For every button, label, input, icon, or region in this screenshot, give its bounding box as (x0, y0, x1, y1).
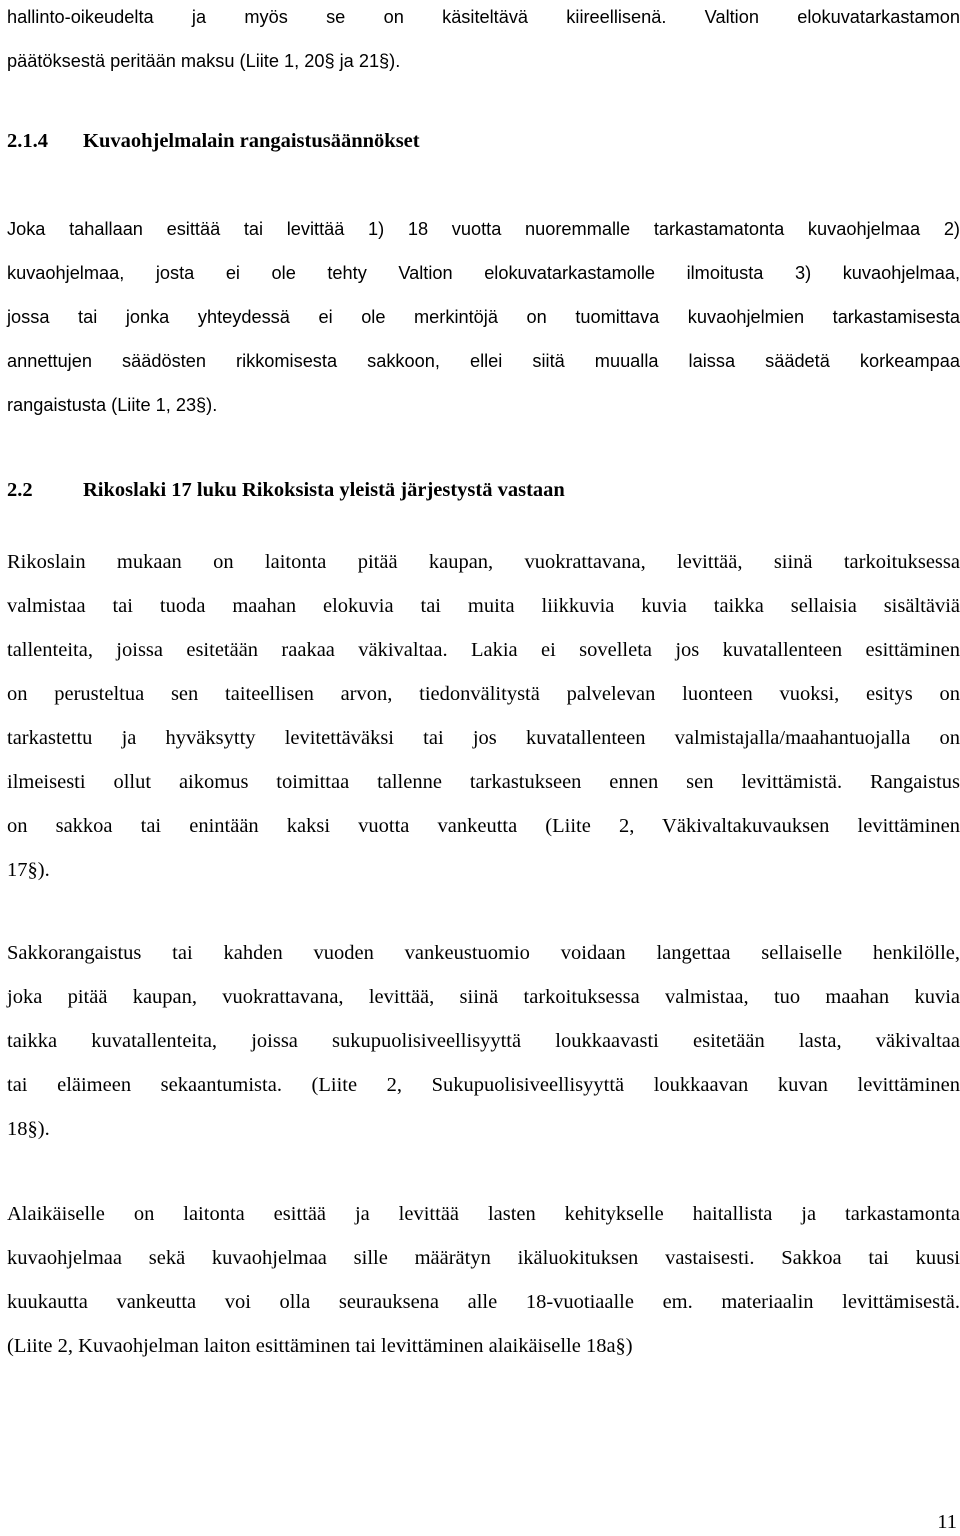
text-line: kuvaohjelmaa sekä kuvaohjelmaa sille määrätyn ikäluokituksen vastaisesti. Sakkoa tai kuusi (7, 1247, 960, 1269)
text-line: tallenteita, joissa esitetään raakaa väkivaltaa. Lakia ei sovelleta jos kuvatallenteen esittäminen (7, 639, 960, 661)
section-2-1-4-paragraph (7, 207, 960, 427)
text-line: (Liite 2, Kuvaohjelman laiton esittäminen tai levittäminen alaikäiselle 18a§) (7, 1335, 633, 1357)
section-title: Rikoslaki 17 luku Rikoksista yleistä järjestystä vastaan (83, 479, 565, 501)
text-line: Sakkorangaistus tai kahden vuoden vankeustuomio voidaan langettaa sellaiselle henkilölle, (7, 942, 960, 964)
text-line: annettujen säädösten rikkomisesta sakkoon, ellei siitä muualla laissa säädetä korkeampaa (7, 351, 960, 371)
text-line: valmistaa tai tuoda maahan elokuvia tai muita liikkuvia kuvia taikka sellaisia sisältäviä (7, 595, 960, 617)
text-line: on perusteltua sen taiteellisen arvon, tiedonvälitystä palvelevan luonteen vuoksi, esitys on (7, 683, 960, 705)
continuation-paragraph (7, 0, 960, 83)
text-line: kuukautta vankeutta voi olla seurauksena alle 18-vuotiaalle em. materiaalin levittämisestä. (7, 1291, 960, 1313)
page-number: 11 (937, 1511, 957, 1533)
section-heading-2-1-4 (7, 119, 420, 163)
text-line: on sakkoa tai enintään kaksi vuotta vankeutta (Liite 2, Väkivaltakuvauksen levittäminen (7, 815, 960, 837)
text-line: 18§). (7, 1118, 50, 1140)
section-title: Kuvaohjelmalain rangaistusäännökset (83, 130, 420, 152)
text-line: jossa tai jonka yhteydessä ei ole merkintöjä on tuomittava kuvaohjelmien tarkastamisesta (7, 307, 960, 327)
text-line: kuvaohjelmaa, josta ei ole tehty Valtion elokuvatarkastamolle ilmoitusta 3) kuvaohjelmaa, (7, 263, 960, 283)
text-line: ilmeisesti ollut aikomus toimittaa tallenne tarkastukseen ennen sen levittämistä. Rangaistus (7, 771, 960, 793)
text-line: tai eläimeen sekaantumista. (Liite 2, Sukupuolisiveellisyyttä loukkaavan kuvan levittäminen (7, 1074, 960, 1096)
section-heading-2-2 (7, 468, 565, 512)
text-line: rangaistusta (Liite 1, 23§). (7, 395, 218, 415)
section-2-2-paragraph-2 (7, 931, 960, 1151)
text-line: Alaikäiselle on laitonta esittää ja levittää lasten kehitykselle haitallista ja tarkastamonta (7, 1203, 960, 1225)
section-number: 2.1.4 (7, 130, 48, 152)
text-line: joka pitää kaupan, vuokrattavana, levittää, siinä tarkoituksessa valmistaa, tuo maahan kuvia (7, 986, 960, 1008)
section-number: 2.2 (7, 479, 33, 501)
text-line: tarkastettu ja hyväksytty levitettäväksi tai jos kuvatallenteen valmistajalla/maahantuojalla on (7, 727, 960, 749)
text-line: taikka kuvatallenteita, joissa sukupuolisiveellisyyttä loukkaavasti esitetään lasta, väkivaltaa (7, 1030, 960, 1052)
section-2-2-paragraph-1 (7, 540, 960, 892)
text-line: Joka tahallaan esittää tai levittää 1) 18 vuotta nuoremmalle tarkastamatonta kuvaohjelmaa 2) (7, 219, 960, 239)
text-line: 17§). (7, 859, 50, 881)
text-line: hallinto-oikeudelta ja myös se on käsiteltävä kiireellisenä. Valtion elokuvatarkastamon (7, 7, 960, 27)
text-line: päätöksestä peritään maksu (Liite 1, 20§ ja 21§). (7, 51, 401, 71)
text-line: Rikoslain mukaan on laitonta pitää kaupan, vuokrattavana, levittää, siinä tarkoituksessa (7, 551, 960, 573)
section-2-2-paragraph-3 (7, 1192, 960, 1368)
